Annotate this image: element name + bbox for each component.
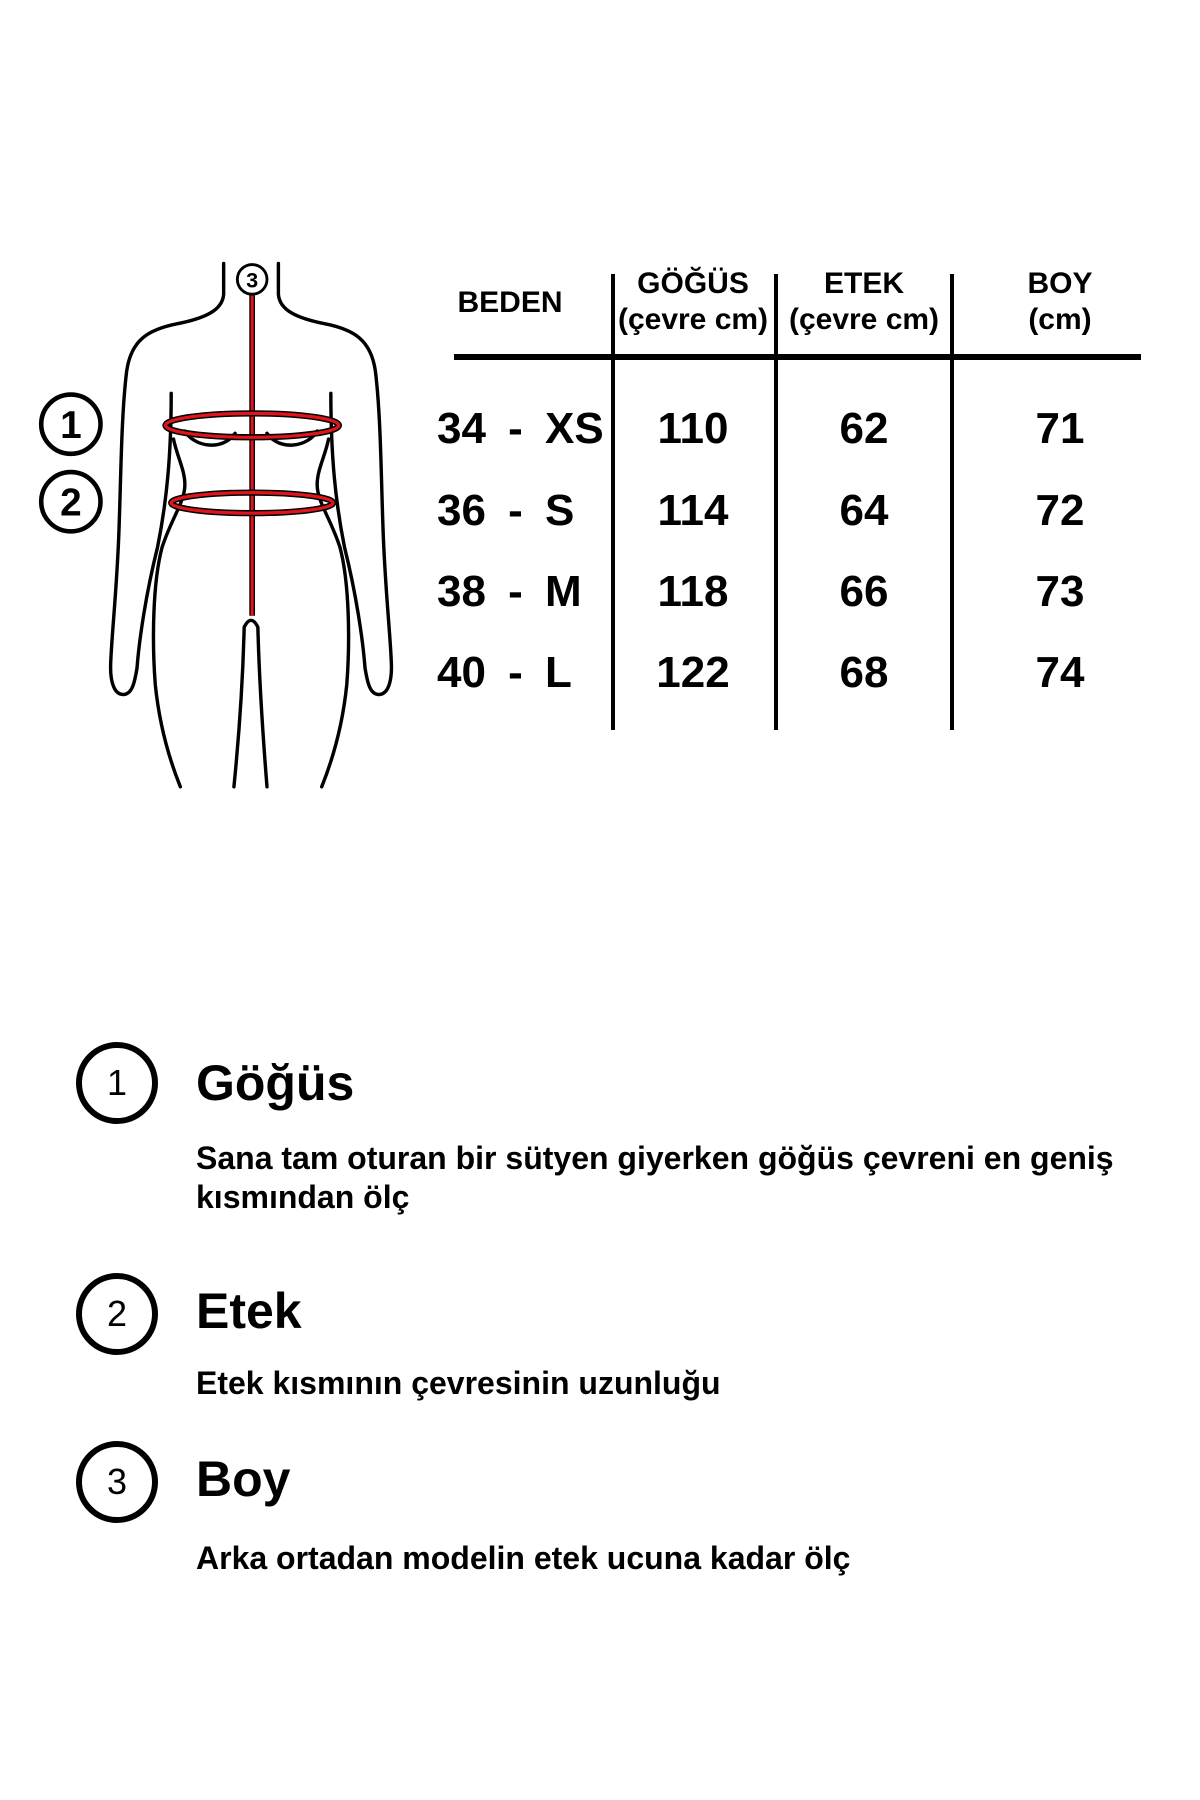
legend-title: Etek [196, 1283, 302, 1339]
marker-number: 2 [60, 481, 82, 525]
figure-marker-chest [41, 395, 100, 454]
figure-marker-length [237, 265, 267, 295]
header-title: BOY [1027, 267, 1093, 300]
row-etek-value: 66 [839, 567, 889, 616]
row-size-label: 38 - M [437, 567, 582, 616]
row-gogus-value: 110 [657, 404, 729, 453]
column-divider [774, 274, 778, 730]
header-title: BEDEN [457, 286, 563, 319]
legend-description: Etek kısmının çevresinin uzunluğu [196, 1365, 721, 1401]
row-size-label: 40 - L [437, 648, 572, 697]
column-divider [950, 274, 954, 730]
body-measurement-figure [0, 0, 461, 821]
legend-description: Arka ortadan modelin etek ucuna kadar ölç [196, 1540, 851, 1576]
legend-number-badge [76, 1042, 158, 1124]
marker-number: 1 [60, 403, 82, 447]
row-boy-value: 74 [1035, 648, 1085, 697]
marker-number: 3 [246, 267, 259, 293]
header-beden [457, 285, 562, 321]
body-outline-right-torso [317, 439, 348, 787]
body-outline-right-arm [278, 263, 391, 694]
row-boy-value: 71 [1035, 404, 1085, 453]
legend-number: 2 [106, 1293, 128, 1334]
header-rule [454, 354, 1141, 360]
row-size-label: 36 - S [437, 486, 575, 535]
row-etek-value: 64 [839, 486, 889, 535]
header-title: ETEK [823, 267, 904, 300]
header-etek [789, 266, 939, 338]
legend-title: Boy [196, 1451, 291, 1507]
row-etek-value: 68 [839, 648, 889, 697]
header-unit: (çevre cm) [617, 303, 769, 336]
header-boy [1027, 266, 1092, 338]
body-outline-left-torso [153, 439, 184, 787]
row-etek-value: 62 [839, 404, 889, 453]
legend-number-badge [76, 1441, 158, 1523]
legend-description: Sana tam oturan bir sütyen giyerken göğüs çevreni en geniş kısmından ölç [196, 1140, 1114, 1215]
legend-title: Göğüs [196, 1055, 355, 1111]
body-outline-inner-legs [234, 620, 267, 786]
legend-number: 1 [106, 1062, 128, 1103]
header-title: GÖĞÜS [637, 267, 749, 300]
row-size-label: 34 - XS [437, 404, 604, 453]
row-boy-value: 73 [1035, 567, 1085, 616]
body-outline-left-arm [111, 263, 224, 694]
row-boy-value: 72 [1035, 486, 1085, 535]
header-gogus [618, 266, 768, 338]
row-gogus-value: 122 [656, 648, 730, 697]
legend-number-badge [76, 1273, 158, 1355]
row-gogus-value: 118 [657, 567, 729, 616]
header-unit: (çevre cm) [788, 303, 940, 336]
header-unit: (cm) [1028, 303, 1092, 336]
row-gogus-value: 114 [657, 486, 729, 535]
figure-marker-skirt [41, 472, 100, 531]
legend-number: 3 [106, 1461, 128, 1502]
column-divider [611, 274, 615, 730]
